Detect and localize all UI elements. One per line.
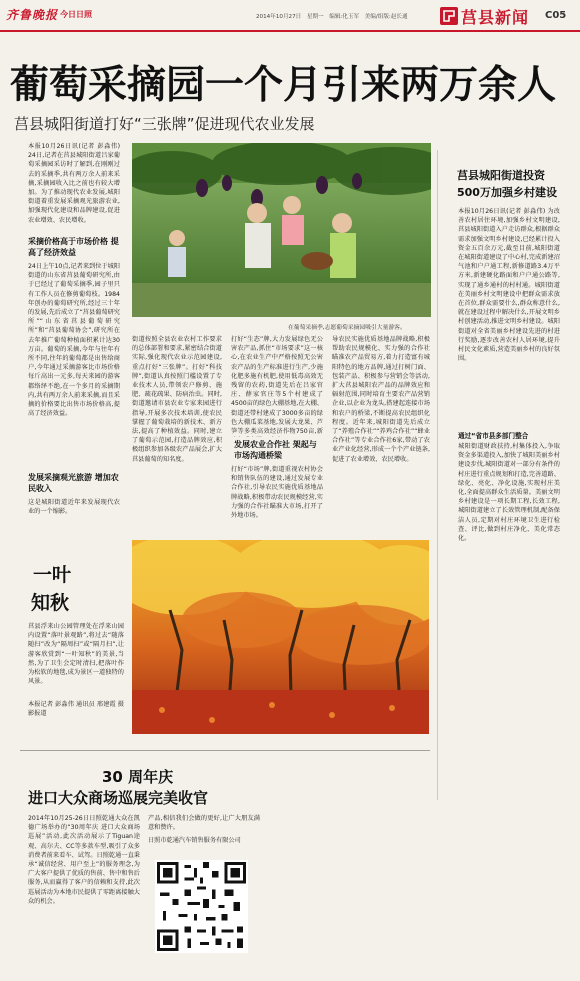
feature-credit: 本报记者 彭淼伟 通讯员 邢建霞 摄影报道 (28, 701, 124, 718)
lead-subheadline: 莒县城阳街道打好“三张牌”促进现代农业发展 (14, 115, 315, 133)
sidebar-rule (437, 150, 438, 800)
lead-body-col3b: 打好“市场”牌,街道重视农村协会和销售队伍的建设,通过发展专业合作社,引导农民实施优质基地品牌战略,积极带动农民规模经营,实力强的合作社瞄准大市场,打开了外地市场。 (231, 466, 323, 520)
sidebar-body: 本报10月26日讯(记者 彭淼伟) 为改善农村居住环境,加强乡村文明建设,莒县城阳街道入户走访群众,根据群众需求加强文明乡村建设,已经累计投入资金五百余万元,截至目前,城阳街道在城阳街道建设了中心村,完成新建沼气池和户户通工程,新修道路3.4万平方米,新建硬化路面和户户通公路等,实现了通乡通村的村村通。城阳街道在美丽乡村文明建设中把群众需求放在首位,群众需要什么,群众称意什么,就在建设过程中解决什么,开展文明乡村创建活动,推进文明乡村建设。城阳街道对全省美丽乡村建设先进的村进行奖励,逐步改善农村人居环境,提升村民文化素质,营造美丽乡村的良好氛围。 (458, 208, 560, 363)
ad-company: 日照市乾通汽车销售服务有限公司 (148, 837, 241, 844)
lead-photo-grapes (132, 143, 431, 317)
feature-title-1: 一叶 (33, 564, 72, 586)
sidebar-headline-1: 莒县城阳街道投资 (457, 169, 545, 182)
lead-headline: 葡萄采摘园一个月引来两万余人 (10, 63, 557, 108)
section-label: 今日日照 (60, 10, 92, 19)
lead-subhead-2: 发展采摘观光旅游 增加农民收入 (28, 473, 119, 493)
sidebar-subhead: 通过“省市县多部门整合 (458, 432, 529, 440)
masthead (0, 0, 580, 32)
paper-logo: 齐鲁晚报 (6, 8, 59, 22)
lead-body-col1b: 24日上午10点,记者来到位于城阳街道的山东省莒县葡萄研究所,由于已经过了葡萄采摘季,园子里只有工作人员在修剪葡萄枝。1984年创办的葡萄研究所,经过三十年的发展,先后成立了“莒县葡萄研究所”“山东省莒县葡萄研究所”和“莒县葡萄协会”,研究所在去年推广葡萄种植面积累计达30万亩。葡萄的采摘,今年与往年有所不同,往年的葡萄都是出售给商户,今年通过采摘游客比市场价格每斤高出一元多,每天来园的游客都络绎不绝,在一个多月的采摘期内,共有两万余人前来采摘,而且采摘的价格要比出售市场价格高,提高了经济效益。 (28, 263, 120, 418)
lead-subhead-1: 采摘价格高于市场价格 提高了经济效益 (28, 237, 119, 257)
lead-body-col2: 街道按照全县农业农村工作要求的总体部署和要求,紧密结合街道实际,强化现代农业示范园建设,重点打好“三张牌”。打好“科技牌”,街道认真按照门槛设置了专业技术人员,带领农户修剪、施肥、疏花疏果、防病治虫。同时,街道邀请市县农业专家来园进行指导,开展多次技术培训,使农民掌握了葡萄栽培的新技术、新方法,提高了种植效益。同时,建立了葡萄示范园,打造品牌效应,积极组织参加各级农产品展会,扩大莒县葡萄的知名度。 (132, 336, 222, 463)
page-number: C05 (545, 10, 567, 21)
lead-subhead-3: 发展农业合作社 架起与市场沟通桥梁 (234, 440, 317, 460)
lead-body-col3: 打好“生态”牌,大力发展绿色无公害农产品,抓住“市场要求”这一核心,在农业生产中严格按照无公害农产品的生产标准进行生产,少施化肥多施有机肥,使用低毒高效无残留的农药,街道先后在吕家官庄、薛家官庄等5个村建成了4500亩的绿色大棚基地,在大棚、街道还带村建成了3000多亩的绿色大棚瓜菜基地,发展大龙果、芦笋等多类高效经济作物750亩,新 (231, 336, 323, 436)
section-icon (440, 7, 458, 25)
sidebar-body-2: 城阳街道财政扶持,村集体投入,争取资金多渠道投入,加快了城阳美丽乡村建设步伐,城阳街道对一部分有条件的村庄进行重点规划和打造,完善道路、绿化、亮化、净化设施,实现村庄美化,全面提高群众生活质量。美丽文明乡村建设是一项长期工程,长效工程,城阳街道建立了长效管理机制,配备保洁人员,定期对村庄环境卫生进行检查、评比,做到村庄净化、美化常态化。 (458, 443, 560, 543)
lead-body-col1c: 这是城阳街道近年来发展现代农业的一个缩影。 (28, 499, 120, 516)
section-title: 莒县新闻 (461, 8, 530, 27)
feature-photo-autumn (132, 540, 429, 734)
sidebar-headline-2: 500万加强乡村建设 (457, 186, 557, 199)
feature-title-2: 知秋 (31, 592, 70, 614)
lead-body-col4: 导农民实施优质基地品牌战略,积极帮助农民规模化、实力强的合作社瞄准农产品贸易方,着力打造富有城阳特色的地方品牌,通过打树门面、包装产品、积极参与营销会等活动,扩大莒县城阳农产品的品牌效应和辐射范围,同时培育主要农产品营销企业,以企业为龙头,搭建起连接市场和农户的桥梁,不断提高农民组织化程度。近年来,城阳街道先后成立了“养殖合作社”“养鸡合作社”“蜂业合作社”等专业合作社6家,带动了农业产业化经营,形成一个个产业链条,促进了农业增效、农民增收。 (332, 336, 430, 463)
ad-headline-2: 进口大众商场巡展完美收官 (28, 789, 209, 807)
ad-body-col2: 产品,相信我们会做的更好,让广大朋友满意和赞许。 (148, 815, 260, 832)
qr-code[interactable] (155, 860, 248, 953)
lead-body-col1: 本报10月26日讯(记者 彭淼伟) 24日,记者在莒县城阳街道吕家葡萄采摘园采访时了解到,在刚刚过去的采摘季,共有两万余人前来采摘,采摘园收入比之前也有较大增加。为了推动现代农业发展,城阳街道着重发展采摘观光旅游农业,加强现代化建设和品牌建设,促进农业增效、农民增收。 (28, 143, 120, 224)
ad-headline-1: 30 周年庆 (102, 768, 174, 786)
feature-body: 莒县浮来山公园管理处在浮来山园内设置“落叶景观路”,将过去“随落随扫”改为“隔周扫”或“隔月扫”,让游客欣赏到“一叶知秋”的美景,当然,为了卫生会定时清扫,把落叶作为松软的地毯,成为景区一道独特的风景。 (28, 623, 124, 686)
section-divider (20, 750, 430, 751)
date-line: 2014年10月27日 星期一 编辑:化玉军 美编/组版:赵长通 (256, 14, 408, 20)
ad-body-col1: 2014年10月25-26日日照乾通大众在凯德广场举办的“30周年庆 进口大众商场巡展”活动,此次活动展示了Tiguan途观、高尔夫、CC等多款车型,吸引了众多消费者前来看车、试驾。日照乾通一直秉承“诚信经营、用户至上”的服务理念,为广大客户提供了优质的售前、售中和售后服务,从而赢得了客户的信赖和支持,此次巡展活动为本地市民提供了零距离接触大众的机会。 (28, 815, 140, 905)
lead-photo-caption: 在葡萄采摘季,志愿葡萄采摘园吸引大量游客。 (288, 325, 406, 331)
